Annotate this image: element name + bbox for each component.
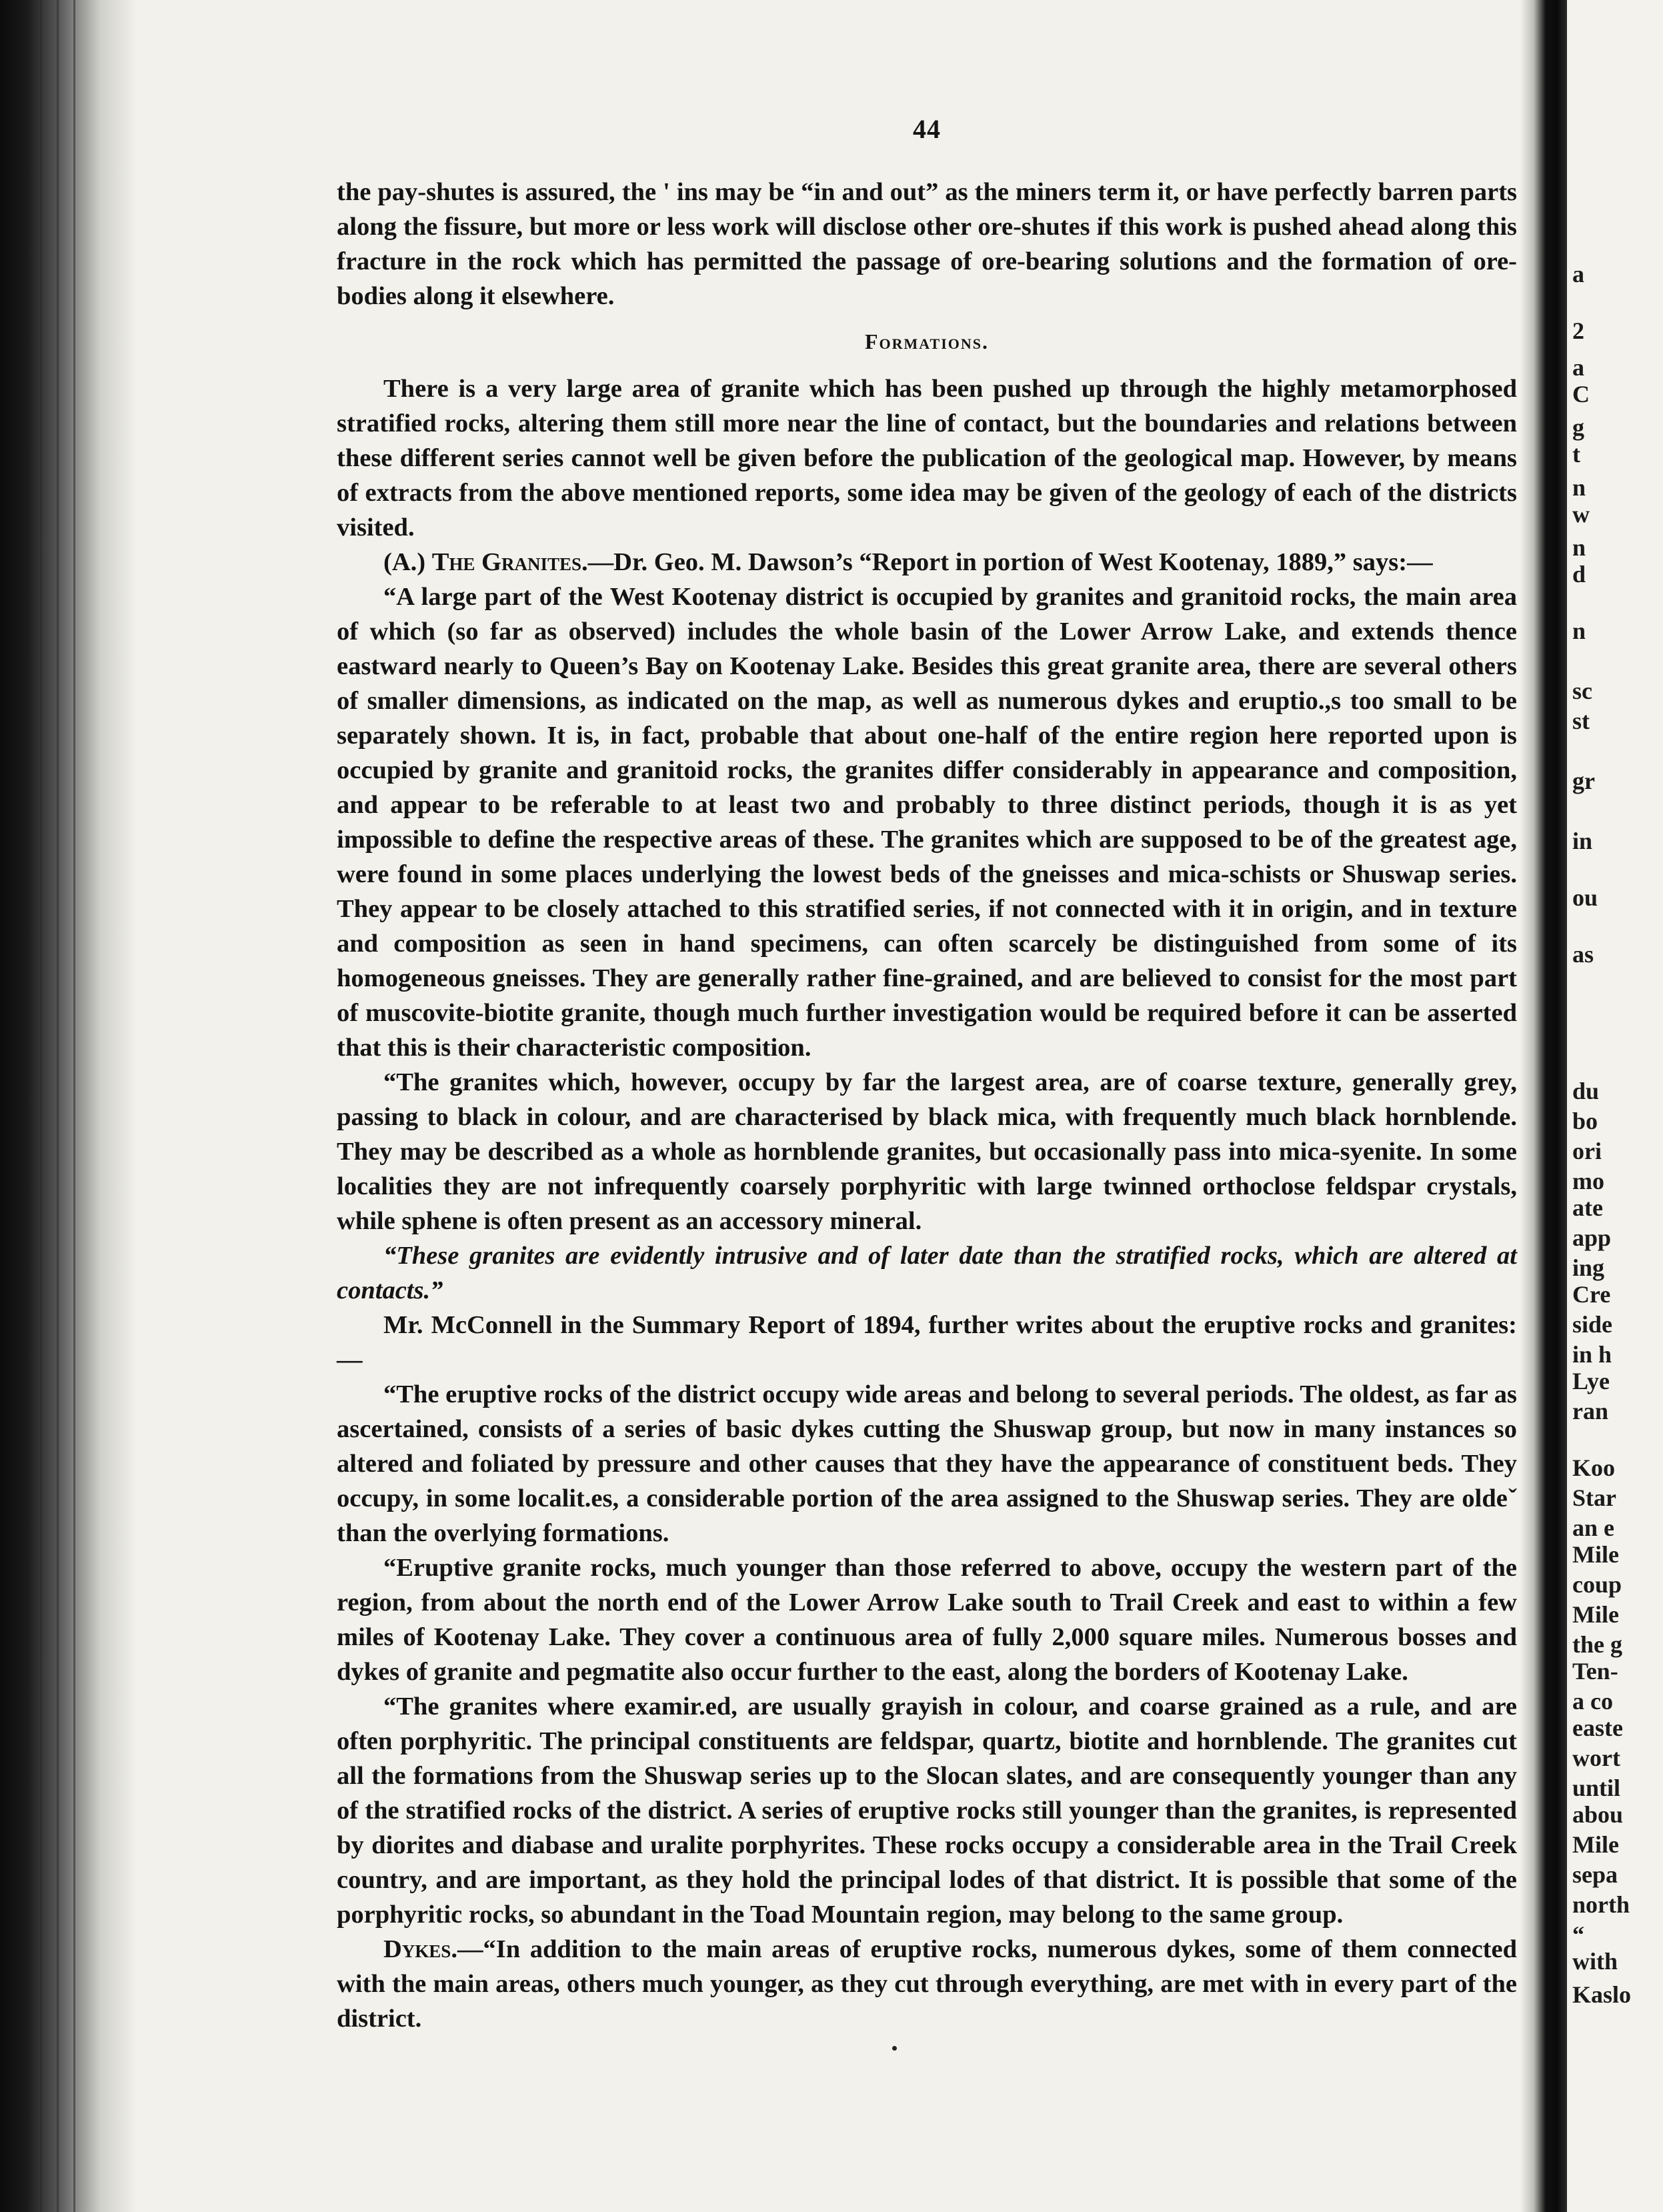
facing-page-fragment: g [1572,414,1584,441]
granites-label-prefix: (A.) [383,548,432,576]
facing-page-fragment: ate [1572,1194,1603,1221]
facing-page-fragment: gr [1572,768,1595,794]
facing-page-fragment: n [1572,474,1586,501]
facing-page-fragment: the g [1572,1631,1622,1658]
facing-page-fragment: a [1572,261,1584,287]
facing-page-fragment: wort [1572,1745,1620,1771]
facing-page-fragment: until [1572,1775,1621,1801]
facing-page-fragment: north [1572,1891,1630,1918]
mcconnell-intro: Mr. McConnell in the Summary Report of 1894, further writes about the eruptive rocks and granites:— [337,1311,1517,1374]
facing-page-fragment: d [1572,561,1586,588]
mcconnell-paragraph-1: “The eruptive rocks of the district occupy wide areas and belong to several periods. The oldest, as far as ascertained, consists of a series of basic dykes cutting the Shuswap group, but now in many instances so altered and foliated by pressure and other causes that they have the appearance of constituent beds. They occupy, in some localit.es, a considerable portion of the area assigned to the Shuswap series. They are oldeˇ than the overlying formations. [337,1380,1517,1547]
facing-page-fragment: a co [1572,1688,1613,1715]
facing-page-fragment: “ [1572,1921,1584,1948]
left-binding-shadow [0,0,137,2212]
intro-paragraph: There is a very large area of granite which has been pushed up through the highly metamorphosed stratified rocks, altering them still more near the line of contact, but the boundaries and relations between these different series cannot well be given before the publication of the geological map. However, by means of extracts from the above mentioned reports, some idea may be given of the geology of each of the districts visited. [337,375,1517,541]
page-number: 44 [913,114,941,144]
facing-page-fragment: in [1572,828,1593,854]
mcconnell-paragraph-3: “The granites where examir.ed, are usually grayish in colour, and coarse grained as a rule, and are often porphyritic. The principal constituents are feldspar, quartz, biotite and hornblende. The granites cut all the formations from the Shuswap series up to the Slocan slates, and are consequently younger than any of the stratified rocks of the district. A series of eruptive rocks still younger than the granites, is represented by diorites and diabase and uralite porphyrites. These rocks occupy a considerable area in the Trail Creek country, and are important, as they hold the principal lodes of that district. It is possible that some of the porphyritic rocks, so abundant in the Toad Mountain region, may belong to the same group. [337,1693,1517,1929]
facing-page-fragment: t [1572,441,1580,467]
facing-page-fragment: Cre [1572,1281,1611,1308]
facing-page-fragment: ing [1572,1254,1605,1281]
mcconnell-paragraph-2: “Eruptive granite rocks, much younger than those referred to above, occupy the western part of the region, from about the north end of the Lower Arrow Lake south to Trail Creek and east to within a few miles of Kootenay Lake. They cover a continuous area of fully 2,000 square miles. Numerous bosses and dykes of granite and pegmatite also occur further to the east, along the borders of Kootenay Lake. [337,1554,1517,1686]
italic-quote: “These granites are evidently intrusive and of later date than the stratified rocks, which are altered at contacts.” [337,1242,1517,1304]
facing-page-fragment: Mile [1572,1541,1619,1568]
dykes-label: Dykes. [383,1935,457,1963]
facing-page-fragment: with [1572,1948,1618,1975]
dykes-text: —“In addition to the main areas of eruptive rocks, numerous dykes, some of them connected with the main areas, others much younger, as they cut through everything, are met with in every part of the district. [337,1935,1517,2033]
facing-page-fragment: sepa [1572,1861,1618,1888]
facing-page-fragment: du [1572,1078,1600,1104]
granites-heading-paragraph [337,545,1517,580]
facing-page-fragment: sc [1572,678,1592,704]
paragraph-continuation: the pay-shutes is assured, the ' ins may be “in and out” as the miners term it, or have perfectly barren parts along the fissure, but more or less work will disclose other ore-shutes if this work is pushed ahead along this fracture in the rock which has permitted the passage of ore-bearing solutions and the formation of ore-bodies along it elsewhere. [337,178,1517,310]
facing-page-fragment: coup [1572,1571,1622,1598]
facing-page-fragment: Ten- [1572,1658,1618,1685]
facing-page-fragment: Mile [1572,1831,1619,1858]
facing-page-fragment: as [1572,941,1594,968]
facing-page-fragment: Mile [1572,1601,1619,1628]
facing-page-fragment: C [1572,381,1590,407]
facing-page-fragment: mo [1572,1168,1604,1194]
dykes-paragraph [337,1932,1517,2036]
dawson-paragraph-1: “A large part of the West Kootenay district is occupied by granites and granitoid rocks, the main area of which (so far as observed) includes the whole basin of the Lower Arrow Lake, and extends thence eastward nearly to Queen’s Bay on Kootenay Lake. Besides this great granite area, there are several others of smaller dimensions, as indicated on the map, as well as numerous dykes and eruptio.,s too small to be separately shown. It is, in fact, probable that about one-half of the entire region here reported upon is occupied by granite and granitoid rocks, the granites differ considerably in appearance and composition, and appear to be referable to at least two and probably to three distinct periods, though it is as yet impossible to define the respective areas of these. The granites which are supposed to be of the greatest age, were found in some places underlying the lowest beds of the gneisses and mica-schists or Shuswap series. They appear to be closely attached to this stratified series, if not connected with it in origin, and in texture and composition as seen in hand specimens, can often scarcely be distinguished from some of its homogeneous gneisses. They are generally rather fine-grained, and are believed to consist for the most part of muscovite-biotite granite, though much further investigation would be required before it can be asserted that this is their characteristic composition. [337,583,1517,1062]
facing-page-fragment: abou [1572,1801,1624,1828]
granites-label-rest: —Dr. Geo. M. Dawson’s “Report in portion of West Kootenay, 1889,” says:— [587,548,1433,576]
page-content [337,113,1517,2154]
facing-page-fragment: Koo [1572,1454,1616,1481]
facing-page-fragment: Star [1572,1484,1616,1511]
facing-page-fragment: ou [1572,884,1598,911]
facing-page-fragment: Lye [1572,1368,1610,1394]
dawson-paragraph-2: “The granites which, however, occupy by far the largest area, are of coarse texture, generally grey, passing to black in colour, and are characterised by black mica, with frequently much black hornblende. They may be described as a whole as hornblende granites, but occasionally pass into mica-syenite. In some localities they are not infrequently coarsely porphyritic with large twinned orthoclose feldspar crystals, while sphene is often present as an accessory mineral. [337,1068,1517,1235]
facing-page-fragment: in h [1572,1341,1612,1368]
facing-page-fragment: a [1572,354,1584,381]
facing-page-fragment: n [1572,534,1586,561]
facing-page-edge [1567,0,1663,2212]
section-heading-formations: Formations. [864,329,990,353]
facing-page-fragment: 2 [1572,317,1584,344]
facing-page-fragment: Kaslo [1572,1981,1632,2008]
facing-page-fragment: ran [1572,1398,1608,1424]
granites-label: The Granites. [431,548,588,576]
facing-page-fragment: n [1572,618,1586,644]
page-speck [892,2046,897,2051]
book-gutter [1520,0,1567,2212]
facing-page-fragment: st [1572,708,1590,734]
facing-page-fragment: w [1572,501,1590,527]
facing-page-fragment: an e [1572,1514,1614,1541]
facing-page-fragment: side [1572,1311,1613,1338]
facing-page-fragment: app [1572,1224,1612,1251]
facing-page-fragment: ori [1572,1138,1602,1164]
facing-page-fragment: easte [1572,1715,1623,1741]
facing-page-fragment: bo [1572,1108,1598,1134]
